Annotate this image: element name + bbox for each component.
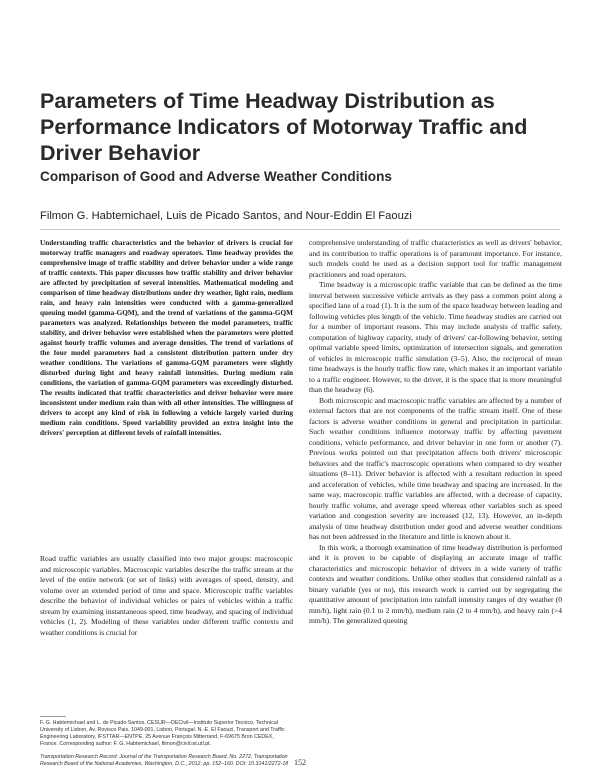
right-paragraph: Time headway is a microscopic traffic variable that can be defined as the time interval between successive vehicle arrivals as they pass a common point along a specified lane of a road (1). It is the sum of the space headway between leading and following vehicles plus length of the vehicle. Time headway studies are carried out for a number of important reasons. This may include analysis of traffic safety, computation of highway capacity, study of drivers' car-following behavior, setting optimal variable speed limits, optimization of intersection signals, and generation of vehicles in microscopic traffic simulation (3–5). Also, the reciprocal of mean time headways is the hourly traffic flow rate, which makes it an important variable to a traffic engineer. However, to the driver, it is the space that is more meaningful than the headway (6). bbox=[309, 280, 562, 394]
page-number: 152 bbox=[294, 758, 306, 767]
right-paragraph: Both microscopic and macroscopic traffic variables are affected by a number of external factors that are not components of the traffic stream itself. One of these factors is adverse weather conditions in general and precipitation in particular. Such weather conditions influence motorway traffic by affecting pavement conditions, vehicle performance, and driver behavior in one form or another (7). Previous works pointed out that precipitation affects both drivers' microscopic behaviors and the traffic's macroscopic operations when compared to dry weather situations (8–11). Driver behavior is affected with a resultant reduction in speed and acceleration of vehicles, while time headway and spacing are increased. In the same way, macroscopic traffic variables are affected, with a decrease of capacity, hourly traffic volume, and average speed whereas other variables such as speed variation and congestion severity are increased (12, 13). However, an in-depth analysis of time headway distribution under good and adverse weather conditions has not been addressed in the literature and little is known about it. bbox=[309, 395, 562, 541]
header-divider bbox=[40, 229, 560, 230]
journal-citation: Transportation Research Record: Journal of the Transportation Research Board, No. 2272, Transportation Research Board of the National Academies, Washington, D.C., 2012, pp. 152–160. DOI: 10.3141/2272-18 bbox=[40, 754, 289, 767]
abstract: Understanding traffic characteristics and the behavior of drivers is crucial for motorway traffic managers and roadway operators. Time headway provides the comprehensive image of traffic stability and driver behavior under a wide range of traffic contexts. This paper discusses how traffic stability and driver behavior are affected by precipitation of several intensities. Mathematical modeling and comparison of time headway distributions under dry weather, light rain, medium rain, and heavy rain intensities were conducted with a gamma-generalized queuing model (gamma-GQM), and the trend of variations of the gamma-GQM parameters was analyzed. Relationships between the model parameters, traffic stability, and driver behavior were established when the parameters were plotted against hourly traffic volumes and average densities. The trend of variations of the four model parameters had a consistent distribution pattern under dry weather conditions. The variations of gamma-GQM parameters were slightly disturbed during light and heavy rainfall intensities. During medium rain conditions, the variation of gamma-GQM parameters was exceedingly disturbed. The results indicated that traffic characteristics and driver behavior were more inconsistent under medium rain than with all other intensities. The willingness of drivers to accept any kind of risk in following a vehicle largely varied during medium rain conditions. Speed variability provided an extra insight into the drivers' perception at different levels of rainfall intensities. bbox=[40, 239, 293, 437]
intro-paragraph-left: Road traffic variables are usually classified into two major groups: macroscopic and microscopic variables. Macroscopic variables describe the traffic stream at the level of the entire network (or set of links) with averages of speed, density, and volume over an extended period of time and space. Microscopic traffic variables describe the behavior of individual vehicles or pairs of vehicles within a traffic stream by examining instantaneous speed, time headway, and spacing of individual vehicles (1, 2). Modeling of these variables under different traffic contexts and weather conditions is crucial for bbox=[40, 554, 293, 637]
paper-title: Parameters of Time Headway Distribution as Performance Indicators of Motorway Traffic and Driver Behavior bbox=[40, 89, 528, 165]
paper-subtitle: Comparison of Good and Adverse Weather Conditions bbox=[40, 169, 392, 184]
right-column bbox=[309, 238, 562, 627]
right-paragraph: In this work, a thorough examination of time headway distribution is performed and it is proven to be capable of displaying an accurate image of traffic characteristics and microscopic behavior of drivers in a wide variety of traffic contexts and weather conditions. Unlike other studies that considered rainfall as a binary variable (yes or no), this research work is carried out by segregating the quantitative amount of precipitation into rainfall intensity ranges of dry weather (0 mm/h), light rain (0.1 to 2 mm/h), medium rain (2 to 4 mm/h), and heavy rain (>4 mm/h). The generalized queuing bbox=[309, 542, 562, 625]
author-list: Filmon G. Habtemichael, Luis de Picado Santos, and Nour-Eddin El Faouzi bbox=[40, 210, 412, 222]
author-affiliation-footnote: F. G. Habtemichael and L. de Picado Santos, CESUR—DECivil—Instituto Superior Tecnico, Technical University of Lisbon, Av. Rovisco Pais, 1049-001, Lisbon, Portugal. N.-E. El Faouzi, Transport and Traffic Engineering Laboratory, IFSTTAR—ENTPE, 25 Avenue François Mitterrand, F-69675 Bron CEDEX, France. Corresponding author: F. G. Habtemichael, filmon@civil.ist.utl.pt. bbox=[40, 720, 285, 747]
footnote-divider bbox=[40, 716, 66, 717]
right-paragraph: comprehensive understanding of traffic characteristics as well as drivers' behavior, and its contribution to traffic operations is of paramount importance. For instance, such models could be used as a decision support tool for traffic management practitioners and road operators. bbox=[309, 238, 562, 279]
